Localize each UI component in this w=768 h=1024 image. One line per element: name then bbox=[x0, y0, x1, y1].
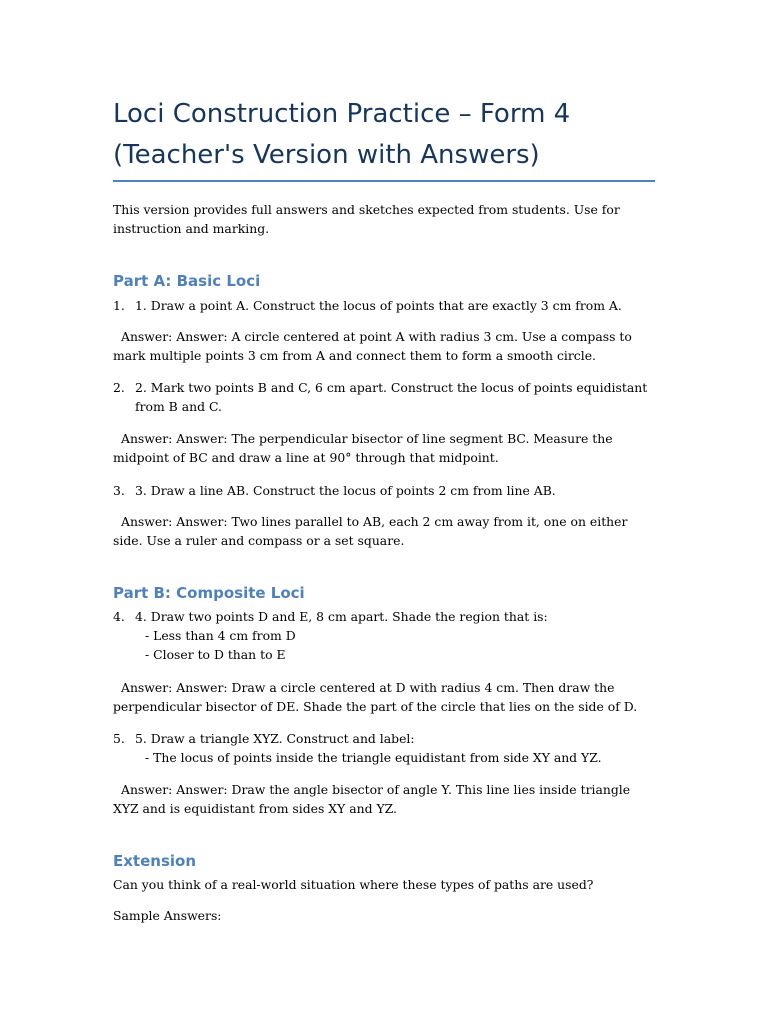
question-item-4 bbox=[113, 607, 655, 664]
answer-text: Answer: Answer: Draw a circle centered at D with radius 4 cm. Then draw the perpendicular bisector of DE. Shade the part of the circle that lies on the side of D. bbox=[113, 680, 638, 714]
item-number: 3. bbox=[113, 483, 125, 498]
title-line-2: (Teacher's Version with Answers) bbox=[113, 140, 540, 170]
item-number: 4. bbox=[113, 609, 125, 624]
question-text: 1. Draw a point A. Construct the locus of points that are exactly 3 cm from A. bbox=[135, 298, 622, 313]
question-sub-2: - Closer to D than to E bbox=[145, 647, 286, 662]
question-item-5 bbox=[113, 729, 655, 767]
question-main: 5. Draw a triangle XYZ. Construct and label: bbox=[135, 731, 415, 746]
extension-question: Can you think of a real-world situation where these types of paths are used? bbox=[113, 877, 594, 892]
part-b-heading: Part B: Composite Loci bbox=[113, 584, 305, 602]
question-text: 2. Mark two points B and C, 6 cm apart. Construct the locus of points equidistant from B and C. bbox=[135, 380, 648, 414]
title-line-1: Loci Construction Practice – Form 4 bbox=[113, 99, 571, 129]
document-title bbox=[113, 94, 655, 176]
question-item-1 bbox=[113, 296, 655, 315]
question-text bbox=[135, 729, 655, 767]
question-item-3 bbox=[113, 481, 655, 500]
intro-paragraph: This version provides full answers and sketches expected from students. Use for instruction and marking. bbox=[113, 202, 620, 236]
question-main: 4. Draw two points D and E, 8 cm apart. Shade the region that is: bbox=[135, 609, 548, 624]
question-sub-1: - The locus of points inside the triangle equidistant from side XY and YZ. bbox=[145, 750, 602, 765]
answer-5 bbox=[113, 780, 655, 818]
answer-3 bbox=[113, 512, 655, 550]
part-a-heading: Part A: Basic Loci bbox=[113, 272, 261, 290]
answer-text: Answer: Answer: The perpendicular bisector of line segment BC. Measure the midpoint of BC and draw a line at 90° through that midpoint. bbox=[113, 431, 613, 465]
extension-heading: Extension bbox=[113, 852, 196, 870]
answer-text: Answer: Answer: Draw the angle bisector of angle Y. This line lies inside triangle XYZ and is equidistant from sides XY and YZ. bbox=[113, 782, 631, 816]
sample-answers-label: Sample Answers: bbox=[113, 908, 222, 923]
answer-1 bbox=[113, 327, 655, 365]
answer-text: Answer: Answer: A circle centered at point A with radius 3 cm. Use a compass to mark multiple points 3 cm from A and connect them to form a smooth circle. bbox=[113, 329, 632, 363]
title-underline bbox=[113, 180, 655, 182]
question-sub-1: - Less than 4 cm from D bbox=[145, 628, 296, 643]
item-number: 2. bbox=[113, 380, 125, 395]
answer-text: Answer: Answer: Two lines parallel to AB, each 2 cm away from it, one on either side. Use a ruler and compass or a set square. bbox=[113, 514, 628, 548]
question-text bbox=[135, 607, 655, 664]
answer-2 bbox=[113, 429, 655, 467]
answer-4 bbox=[113, 678, 655, 716]
item-number: 5. bbox=[113, 731, 125, 746]
question-text: 3. Draw a line AB. Construct the locus of points 2 cm from line AB. bbox=[135, 483, 556, 498]
item-number: 1. bbox=[113, 298, 125, 313]
question-item-2 bbox=[113, 378, 655, 416]
